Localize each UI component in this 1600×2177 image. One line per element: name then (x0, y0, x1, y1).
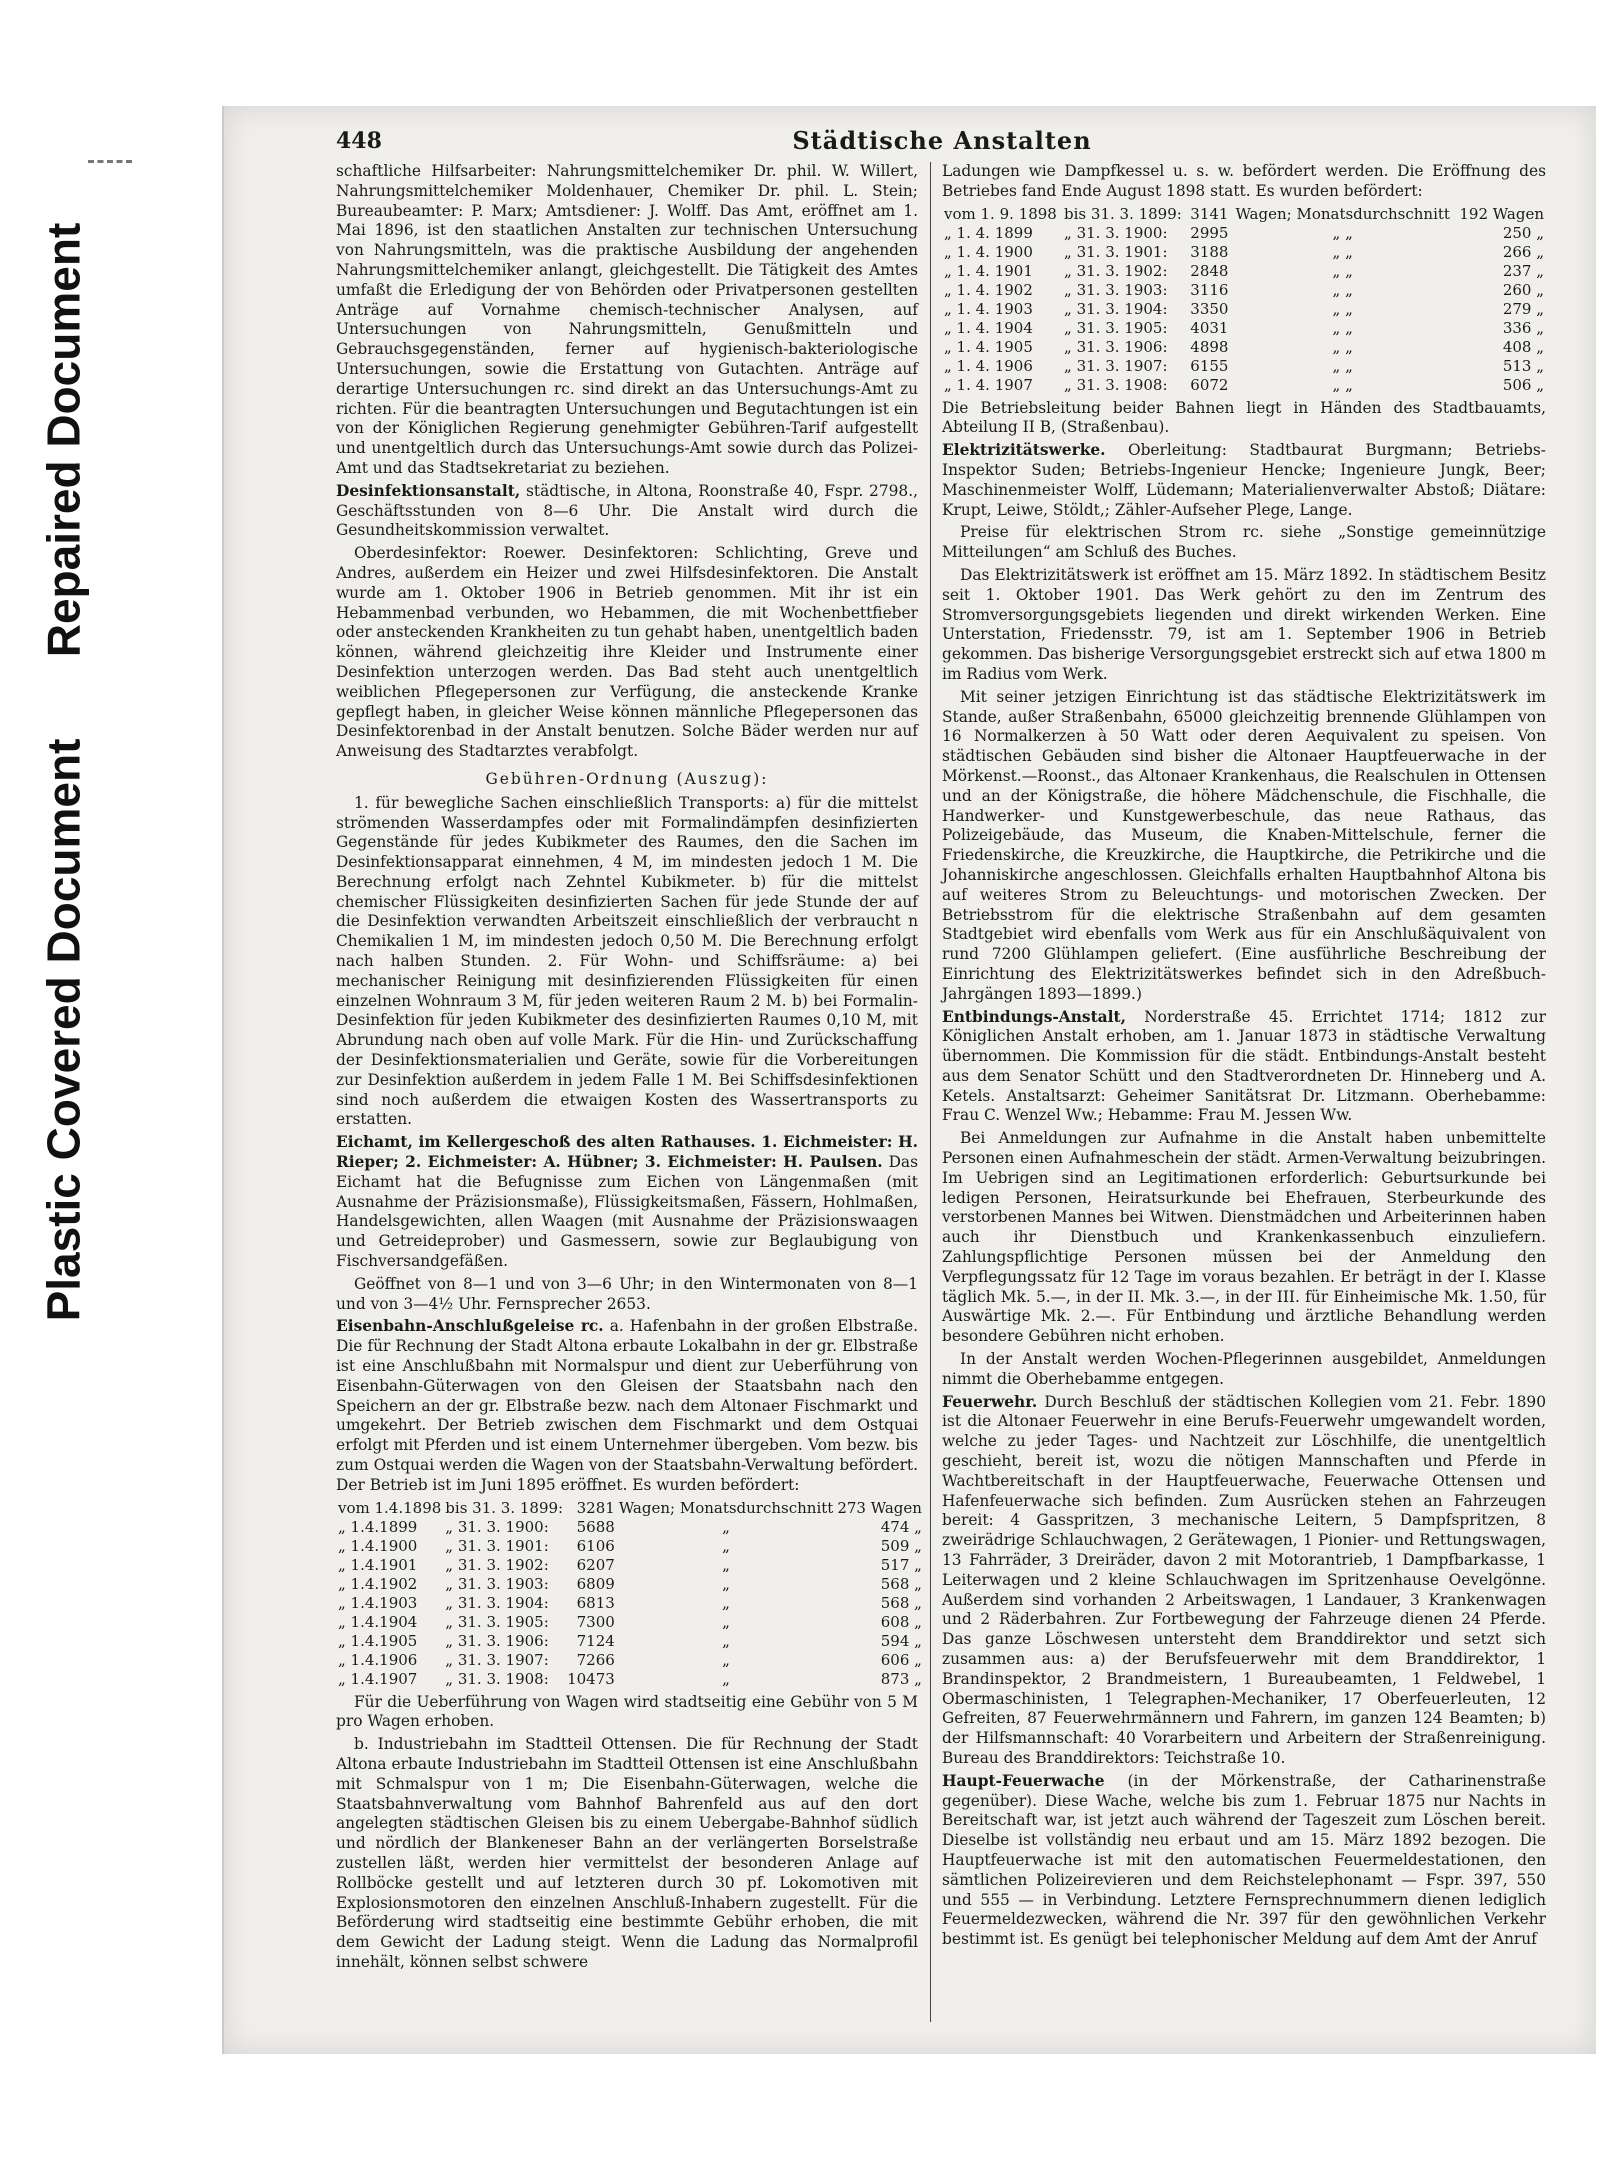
amt-paragraph: schaftliche Hilfsarbeiter: Nahrungsmittelchemiker Dr. phil. W. Willert, Nahrungsmittelchemiker Moldenhauer, Chemiker Dr. phil. L. Stein; Bureaubeamter: P. Marx; Amtsdiener: J. Wolff. Das Amt, eröffnet am 1. Mai 1896, ist den staatlichen Anstalten zur technischen Untersuchung von Nahrungsmitteln, was die praktische Ausbildung der angehenden Nahrungsmittelchemiker anlangt, gleichgestellt. Die Tätigkeit des Amtes umfaßt die Erledigung der von Behörden oder Privatpersonen gestellten Anträge auf Vornahme chemisch-technischer Analysen, auf Untersuchungen von Nahrungsmitteln, Genußmitteln und Gebrauchsgegenständen, ferner auf hygienisch-bakteriologische Untersuchungen, sowie die Erstattung von Gutachten. Anträge auf derartige Untersuchungen rc. sind direkt an das Untersuchungs-Amt zu richten. Für die beantragten Untersuchungen und Begutachtungen ist ein von der Königlichen Regierung genehmigter Gebühren-Tarif aufgestellt und unentgeltlich durch das Untersuchungs-Amt sowie durch das Polizei-Amt und das Stadtsekretariat zu beziehen. (336, 162, 918, 477)
period-end-cell: „ 31. 3. 1900: (1064, 223, 1168, 242)
unit-label-cell: „ (722, 1631, 730, 1650)
eichamt-heading: Eichamt, im Kellergeschoß des alten Rathauses. 1. Eichmeister: H. Rieper; 2. Eichmeister: A. Hübner; 3. Eichmeister: H. Paulsen. (336, 1133, 918, 1172)
unit-label-cell: „ „ (1332, 337, 1353, 356)
entbindung-paragraph (942, 1008, 1546, 1127)
elektro-preise: Preise für elektrischen Strom rc. siehe „Sonstige gemeinnützige Mitteilungen“ am Schluß des Buches. (942, 523, 1546, 562)
wagon-count-cell: 7300 (576, 1612, 615, 1631)
hafenbahn-table (336, 1499, 924, 1689)
feuerwehr-text: Durch Beschluß der städtischen Kollegien vom 21. Febr. 1890 ist die Altonaer Feuerwehr in eine Berufs-Feuerwehr umgewandelt worden, welche zu jeder Tages- und Nachtzeit zur Löschhilfe, die unentgeltlich geschieht, bereit ist, wozu die nötigen Mannschaften und Pferde in Wachtbereitschaft in der Hauptfeuerwache, Feuerwache Ottensen und Hafenfeuerwache sich befinden. Zum Ausrücken stehen an Fahrzeugen bereit: 4 Gasspritzen, 3 mechanische Leitern, 5 Dampfspritzen, 8 zweirädrige Schlauchwagen, 2 Gerätewagen, 1 Pionier- und Rettungswagen, 13 Fahrräder, 3 Dreiräder, davon 2 mit Motorantrieb, 1 Dampfbarkasse, 1 Leiterwagen und 2 kleine Schlauchwagen im Spritzenhause Oevelgönne. Außerdem sind vorhanden 2 Arbeitswagen, 1 Landauer, 3 Krankenwagen und 2 Räderbahren. Zur Fortbewegung der Fahrzeuge dienen 24 Pferde. Das ganze Löschwesen untersteht dem Branddirektor und setzt sich zusammen aus: a) der Berufsfeuerwehr mit dem Branddirektor, 1 Brandinspektor, 2 Brandmeistern, 1 Bureaubeamten, 1 Feldwebel, 1 Obermaschinisten, 1 Telegraphen-Mechaniker, 17 Oberfeuerleuten, 12 Gefreiten, 87 Feuerwehrmännern und Fahrern, im ganzen 124 Beamten; b) der Hilfsmannschaft: 40 Vorarbeitern und Arbeitern der Straßenreinigung. Bureau des Branddirektors: Teichstraße 10. (942, 1392, 1546, 1767)
table-row (336, 1651, 924, 1670)
page-number: 448 (336, 128, 382, 154)
unit-label-cell: Wagen; Monatsdurchschnitt (618, 1498, 834, 1517)
feuerwehr-heading: Feuerwehr. (942, 1392, 1038, 1411)
repaired-document-label (8, 150, 118, 730)
period-end-cell: „ 31. 3. 1908: (1064, 375, 1168, 394)
unit-label-cell: „ „ (1332, 280, 1353, 299)
unit-label-cell: „ „ (1332, 299, 1353, 318)
elektro-history: Das Elektrizitätswerk ist eröffnet am 15. März 1892. In städtischem Besitz seit 1. Oktober 1901. Das Werk gehört zu den im Zentrum des Stromversorgungsgebiets liegenden und direkt wirkenden Werken. Eine Unterstation, Friedensstr. 79, ist am 1. September 1906 in Betrieb gekommen. Das bisherige Versorgungsgebiet erstreckt sich auf etwa 1800 m im Radius vom Werk. (942, 565, 1546, 683)
period-start-cell: „ 1. 4. 1902 (944, 280, 1033, 299)
period-start-cell: „ 1. 4. 1899 (944, 223, 1033, 242)
period-end-cell: „ 31. 3. 1901: (445, 1536, 549, 1555)
monthly-average-cell: 608 „ (880, 1612, 922, 1631)
unit-label-cell: „ „ (1332, 318, 1353, 337)
wagon-count-cell: 6809 (576, 1574, 615, 1593)
period-start-cell: „ 1. 4. 1906 (944, 356, 1033, 375)
monthly-average-cell: 266 „ (1502, 242, 1544, 261)
period-end-cell: „ 31. 3. 1906: (1064, 337, 1168, 356)
period-end-cell: „ 31. 3. 1900: (445, 1517, 549, 1536)
monthly-average-cell: 506 „ (1502, 375, 1544, 394)
table-row (336, 1632, 924, 1651)
period-end-cell: „ 31. 3. 1908: (445, 1669, 549, 1688)
period-start-cell: vom 1.4.1898 (338, 1498, 442, 1517)
entbindung-rules: Bei Anmeldungen zur Aufnahme in die Anstalt haben unbemittelte Personen einen Aufnahmeschein der städt. Armen-Verwaltung beizubringen. Im Uebrigen sind an Legitimationen erforderlich: Geburtsurkunde bei ledigen Personen, Heiratsurkunde bei Ehefrauen, Sterbeurkunde des verstorbenen Mannes bei Witwen. Dienstmädchen und Arbeiterinnen haben auch ihr Dienstbuch und Krankenkassenbuch einzuliefern. Zahlungspflichtige Personen müssen bei der Anmeldung den Verpflegungssatz für 12 Tage im voraus bezahlen. Er beträgt in der I. Klasse täglich Mk. 5.—, in der II. Mk. 3.—, in der III. für Einheimische Mk. 1.50, für Auswärtige Mk. 2.—. Für Entbindung und ärztliche Behandlung werden besondere Gebühren nicht erhoben. (942, 1129, 1546, 1346)
unit-label-cell: „ (722, 1669, 730, 1688)
monthly-average-cell: 237 „ (1502, 261, 1544, 280)
eichamt-text: Das Eichamt hat die Befugnisse zum Eichen von Längenmaßen (mit Ausnahme der Präzisionsmaße), Flüssigkeitsmaßen, Fässern, Hohlmaßen, Handelsgewichten, allen Waagen (mit Ausnahme der Präzisionswaagen und Getreideprober) und Gasmessern, sowie zur Beglaubigung von Fischversandgefäßen. (336, 1153, 918, 1271)
unit-label-cell: „ (722, 1612, 730, 1631)
period-end-cell: „ 31. 3. 1903: (1064, 280, 1168, 299)
period-end-cell: „ 31. 3. 1906: (445, 1631, 549, 1650)
entbindung-heading: Entbindungs-Anstalt, (942, 1007, 1126, 1026)
wagon-count-cell: 7124 (576, 1631, 615, 1650)
period-end-cell: „ 31. 3. 1902: (1064, 261, 1168, 280)
unit-label-cell: „ (722, 1536, 730, 1555)
unit-label-cell: „ (722, 1650, 730, 1669)
unit-label-cell: Wagen; Monatsdurchschnitt (1235, 204, 1450, 223)
table-row (942, 243, 1546, 262)
gebuehren-heading: Gebühren-Ordnung (Auszug): (485, 769, 769, 788)
scanned-page (222, 106, 1596, 2054)
unit-label-cell: „ (722, 1517, 730, 1536)
eisenbahn-text: a. Hafenbahn in der großen Elbstraße. Die für Rechnung der Stadt Altona erbaute Lokalbahn in der gr. Elbstraße ist eine Anschlußbahn mit Normalspur und dient zur Ueberführung von Eisenbahn-Güterwagen von den Gleisen der Staatsbahn nach den Speichern an der gr. Elbstraße bezw. nach dem Altonaer Fischmarkt und umgekehrt. Der Betrieb zwischen dem Fischmarkt und dem Ostquai erfolgt mit Pferden und ist einem Unternehmer übergeben. Vom bezw. bis zum Ostquai werden die Wagen von der Staatsbahn-Verwaltung befördert. Der Betrieb ist im Juni 1895 eröffnet. Es wurden befördert: (336, 1317, 918, 1494)
wagon-count-cell: 2995 (1190, 223, 1229, 242)
wagon-count-cell: 3281 (576, 1498, 615, 1517)
monthly-average-cell: 873 „ (880, 1669, 922, 1688)
period-start-cell: „ 1. 4. 1901 (944, 261, 1033, 280)
unit-label-cell: „ „ (1332, 242, 1353, 261)
entbindung-training: In der Anstalt werden Wochen-Pflegerinnen ausgebildet, Anmeldungen nimmt die Oberhebamme entgegen. (942, 1350, 1546, 1388)
period-end-cell: „ 31. 3. 1907: (1064, 356, 1168, 375)
wagon-count-cell: 4898 (1190, 337, 1229, 356)
period-start-cell: „ 1. 4. 1903 (944, 299, 1033, 318)
monthly-average-cell: 336 „ (1502, 318, 1544, 337)
unit-label-cell: „ (722, 1593, 730, 1612)
table-row (336, 1537, 924, 1556)
unit-label-cell: „ (722, 1555, 730, 1574)
monthly-average-cell: 408 „ (1502, 337, 1544, 356)
eisenbahn-paragraph (336, 1317, 918, 1495)
wagon-count-cell: 3141 (1190, 204, 1229, 223)
period-start-cell: „ 1.4.1907 (338, 1669, 418, 1688)
wagon-count-cell: 10473 (567, 1669, 615, 1688)
plastic-covered-text: Plastic Covered Document (37, 738, 89, 1322)
repaired-document-text: Repaired Document (37, 222, 89, 658)
industriebahn-paragraph: b. Industriebahn im Stadtteil Ottensen. Die für Rechnung der Stadt Altona erbaute Industriebahn im Stadtteil Ottensen ist eine Anschlußbahn mit Schmalspur von 1 m; Die Eisenbahn-Güterwagen, welche die Staatsbahnverwaltung vom Bahnhof Bahrenfeld aus auf den dort angelegten städtischen Gleisen bis zu einem Uebergabe-Bahnhof südlich und nördlich der Blankeneser Bahn an der verlängerten Borselstraße zustellen läßt, werden hier vermittelst der besonderen Anlage auf Rollböcke gestellt und auf letzteren durch 30 pf. Lokomotiven mit Explosionsmotoren den einzelnen Anschluß-Inhabern zugestellt. Für die Beförderung wird stadtseitig eine bestimmte Gebühr erhoben, die mit dem Gewicht der Ladung steigt. Wenn die Ladung das Normalprofil innehält, können selbst schwere (336, 1735, 918, 1971)
table-row (942, 224, 1546, 243)
elektro-capacity: Mit seiner jetzigen Einrichtung ist das städtische Elektrizitätswerk im Stande, außer Straßenbahn, 65000 gleichzeitig brennende Glühlampen von 16 Normalkerzen à 50 Watt oder deren Aequivalent zu speisen. Von städtischen Gebäuden sind bisher die Altonaer Hauptfeuerwache in der Mörkenst.—Roonst., das Altonaer Krankenhaus, die Realschulen in Ottensen und an der Königstraße, die höhere Mädchenschule, die Fischhalle, die Handwerker- und Kunstgewerbeschule, das neue Rathaus, das Polizeigebäude, das Museum, die Knaben-Mittelschule, ferner die Friedenskirche, die Kreuzkirche, die Hauptkirche, die Petrikirche und die Johanniskirche angeschlossen. Gleichfalls erhalten Hauptbahnhof Altona bis auf weiteres Strom zu Beleuchtungs- und motorischen Zwecken. Der Betriebsstrom für die elektrische Straßenbahn auf dem gesamten Stadtgebiet wird ebenfalls vom Werk aus für ein Anschlußäquivalent von rund 7200 Glühlampen geliefert. (Eine ausführliche Beschreibung der Einrichtung des Elektrizitätswerkes befindet sich in den Adreßbuch-Jahrgängen 1893—1899.) (942, 687, 1546, 1003)
table-row (942, 338, 1546, 357)
period-start-cell: „ 1.4.1906 (338, 1650, 418, 1669)
period-start-cell: „ 1.4.1905 (338, 1631, 418, 1650)
monthly-average-cell: 568 „ (880, 1593, 922, 1612)
monthly-average-cell: 192 Wagen (1459, 204, 1544, 223)
period-end-cell: „ 31. 3. 1901: (1064, 242, 1168, 261)
column-divider (930, 162, 931, 2022)
table-row (336, 1594, 924, 1613)
desinfektion-staff: Oberdesinfektor: Roewer. Desinfektoren: Schlichting, Greve und Andres, außerdem ein Heizer und zwei Hilfsdesinfektoren. Die Anstalt wurde am 1. Oktober 1906 in Betrieb genommen. Mit ihr ist ein Hebammenbad verbunden, wo Hebammen, die mit Wochenbettfieber oder ansteckenden Krankheiten zu tun gehabt haben, unentgeltlich baden können, während gleichzeitig ihre Kleider und Instrumente einer Desinfektion unterzogen werden. Das Bad steht auch unentgeltlich weiblichen Pflegepersonen zur Verfügung, die ansteckende Kranke gepflegt haben, in gleicher Weise können männliche Pflegepersonen das Desinfektorenbad in der Anstalt benutzen. Solche Bäder werden nur auf Anweisung des Stadtarztes verabfolgt. (336, 544, 918, 761)
period-end-cell: bis 31. 3. 1899: (445, 1498, 564, 1517)
table-row (942, 262, 1546, 281)
unit-label-cell: „ „ (1332, 375, 1353, 394)
wagon-count-cell: 6813 (576, 1593, 615, 1612)
monthly-average-cell: 594 „ (880, 1631, 922, 1650)
eisenbahn-heading: Eisenbahn-Anschlußgeleise rc. (336, 1317, 604, 1336)
monthly-average-cell: 250 „ (1502, 223, 1544, 242)
period-end-cell: „ 31. 3. 1905: (445, 1612, 549, 1631)
wagon-count-cell: 3116 (1190, 280, 1229, 299)
period-start-cell: „ 1.4.1901 (338, 1555, 418, 1574)
table-row (942, 281, 1546, 300)
hafenbahn-fee: Für die Ueberführung von Wagen wird stadtseitig eine Gebühr von 5 M pro Wagen erhoben. (336, 1692, 918, 1731)
table-row (942, 319, 1546, 338)
wagon-count-cell: 3188 (1190, 242, 1229, 261)
page-header (336, 126, 1548, 160)
table-row (336, 1499, 924, 1518)
table-row (336, 1670, 924, 1689)
wagon-count-cell: 5688 (576, 1517, 615, 1536)
elektro-text: Oberleitung: Stadtbaurat Burgmann; Betriebs-Inspektor Suden; Betriebs-Ingenieur Hencke; Ingenieure Jungk, Beer; Maschinenmeister Wolff, Lüdemann; Materialienverwalter Abstoß; Diätare: Krupt, Leiwe, Stöldt,; Zähler-Aufseher Plege, Lange. (942, 441, 1546, 519)
period-start-cell: „ 1. 4. 1905 (944, 337, 1033, 356)
unit-label-cell: „ „ (1332, 356, 1353, 375)
monthly-average-cell: 279 „ (1502, 299, 1544, 318)
wagon-count-cell: 6106 (576, 1536, 615, 1555)
table-row (336, 1518, 924, 1537)
wagon-count-cell: 6155 (1190, 356, 1229, 375)
period-start-cell: „ 1.4.1903 (338, 1593, 418, 1612)
betriebsleitung: Die Betriebsleitung beider Bahnen liegt in Händen des Stadtbauamts, Abteilung II B, (Straßenbau). (942, 398, 1546, 437)
period-end-cell: „ 31. 3. 1904: (1064, 299, 1168, 318)
hauptwache-heading: Haupt-Feuerwache (942, 1771, 1105, 1790)
table-row (336, 1556, 924, 1575)
desinfektion-heading: Desinfektionsanstalt, (336, 481, 521, 500)
period-start-cell: „ 1. 4. 1900 (944, 242, 1033, 261)
monthly-average-cell: 474 „ (880, 1517, 922, 1536)
table-row (942, 205, 1546, 224)
desinfektion-text: städtische, in Altona, Roonstraße 40, Fspr. 2798., Geschäftsstunden von 8—6 Uhr. Die Anstalt wird durch die Gesundheitskommission verwaltet. (336, 481, 918, 540)
table-row (942, 300, 1546, 319)
wagon-count-cell: 6207 (576, 1555, 615, 1574)
wagon-count-cell: 3350 (1190, 299, 1229, 318)
period-start-cell: „ 1.4.1899 (338, 1517, 418, 1536)
wagon-count-cell: 4031 (1190, 318, 1229, 337)
eichamt-hours: Geöffnet von 8—1 und von 3—6 Uhr; in den Wintermonaten von 8—1 und von 3—4½ Uhr. Fernsprecher 2653. (336, 1274, 918, 1313)
unit-label-cell: „ „ (1332, 261, 1353, 280)
period-start-cell: „ 1.4.1904 (338, 1612, 418, 1631)
table-row (336, 1575, 924, 1594)
hauptwache-paragraph (942, 1772, 1546, 1950)
monthly-average-cell: 513 „ (1502, 356, 1544, 375)
running-title: Städtische Anstalten (792, 126, 1092, 155)
table-row (336, 1613, 924, 1632)
plastic-covered-label (8, 738, 118, 1322)
monthly-average-cell: 606 „ (880, 1650, 922, 1669)
period-end-cell: „ 31. 3. 1905: (1064, 318, 1168, 337)
wagon-count-cell: 6072 (1190, 375, 1229, 394)
unit-label-cell: „ „ (1332, 223, 1353, 242)
wagon-count-cell: 7266 (576, 1650, 615, 1669)
period-end-cell: „ 31. 3. 1904: (445, 1593, 549, 1612)
period-end-cell: „ 31. 3. 1907: (445, 1650, 549, 1669)
unit-label-cell: „ (722, 1574, 730, 1593)
period-start-cell: „ 1.4.1900 (338, 1536, 418, 1555)
monthly-average-cell: 568 „ (880, 1574, 922, 1593)
period-end-cell: „ 31. 3. 1903: (445, 1574, 549, 1593)
period-start-cell: „ 1. 4. 1907 (944, 375, 1033, 394)
period-start-cell: „ 1. 4. 1904 (944, 318, 1033, 337)
entbindung-text: Norderstraße 45. Errichtet 1714; 1812 zur Königlichen Anstalt erhoben, am 1. Januar 1873 in städtische Verwaltung übernommen. Die Kommission für die städt. Entbindungs-Anstalt besteht aus dem Senator Schütt und den Stadtverordneten Dr. Hinneberg und A. Ketels. Anstaltsarzt: Geheimer Sanitätsrat Dr. Litzmann. Oberhebamme: Frau C. Wenzel Ww.; Hebamme: Frau M. Jessen Ww. (942, 1007, 1546, 1125)
eichamt-paragraph (336, 1133, 918, 1272)
industriebahn-table (942, 205, 1546, 395)
table-row (942, 376, 1546, 395)
period-end-cell: „ 31. 3. 1902: (445, 1555, 549, 1574)
left-column (336, 162, 922, 1976)
desinfektion-paragraph (336, 482, 918, 541)
right-column (942, 162, 1546, 1953)
monthly-average-cell: 273 Wagen (837, 1498, 922, 1517)
monthly-average-cell: 509 „ (880, 1536, 922, 1555)
feuerwehr-paragraph (942, 1393, 1546, 1769)
industriebahn-continued: Ladungen wie Dampfkessel u. s. w. befördert werden. Die Eröffnung des Betriebes fand Ende August 1898 statt. Es wurden befördert: (942, 162, 1546, 200)
period-end-cell: bis 31. 3. 1899: (1064, 204, 1182, 223)
wagon-count-cell: 2848 (1190, 261, 1229, 280)
gebuehren-text: 1. für bewegliche Sachen einschließlich Transports: a) für die mittelst strömenden Wasserdampfes oder mit Formalindämpfen desinfizierten Gegenstände für jedes Kubikmeter des Raumes, den die Sachen im Desinfektionsapparat einnehmen, 4 M, im mindesten jedoch 1 M. Die Berechnung erfolgt nach Zehntel Kubikmeter. b) für die mittelst chemischer Flüssigkeiten desinfizierten Sachen für jede Stunde der auf die Desinfektion verwandten Arbeitszeit einschließlich der verbraucht n Chemikalien 1 M, im mindesten jedoch 0,50 M. Die Berechnung erfolgt nach halben Stunden. 2. Für Wohn- und Schiffsräume: a) bei mechanischer Reinigung mit desinfizierenden Flüssigkeiten für einen einzelnen Wohnraum 3 M, für jeden weiteren Raum 2 M. b) bei Formalin-Desinfektion für jeden Kubikmeter des desinfizierten Raumes 0,10 M, mit Abrundung nach oben auf volle Mark. Für die Hin- und Zurückschaffung der Desinfektionsmaterialien und Geräte, sowie für die Vorbereitungen zur Desinfektion außerdem in jedem Falle 1 M. Bei Schiffsdesinfektionen sind noch außerdem die etwaigen Kosten des Wassertransports zu erstatten. (336, 793, 918, 1129)
table-row (942, 357, 1546, 376)
monthly-average-cell: 517 „ (880, 1555, 922, 1574)
hauptwache-text: (in der Mörkenstraße, der Catharinenstraße gegenüber). Diese Wache, welche bis zum 1. Februar 1875 nur Nachts in Bereitschaft war, ist jetzt auch während der Tageszeit zum Löschen bereit. Dieselbe ist vollständig neu erbaut und am 15. März 1892 bezogen. Die Hauptfeuerwache ist mit den automatischen Feuermeldestationen, den sämtlichen Polizeirevieren und dem Reichstelephonamt — Fspr. 397, 550 und 555 — in Verbindung. Letztere Fernsprechnummern dienen lediglich Feuermeldezwecken, während die Nr. 397 für den gewöhnlichen Verkehr bestimmt ist. Es genügt bei telephonischer Meldung auf dem Amt der Anruf (942, 1771, 1546, 1949)
period-start-cell: vom 1. 9. 1898 (944, 204, 1057, 223)
elektro-paragraph (942, 441, 1546, 520)
monthly-average-cell: 260 „ (1502, 280, 1544, 299)
elektro-heading: Elektrizitätswerke. (942, 441, 1106, 460)
period-start-cell: „ 1.4.1902 (338, 1574, 418, 1593)
